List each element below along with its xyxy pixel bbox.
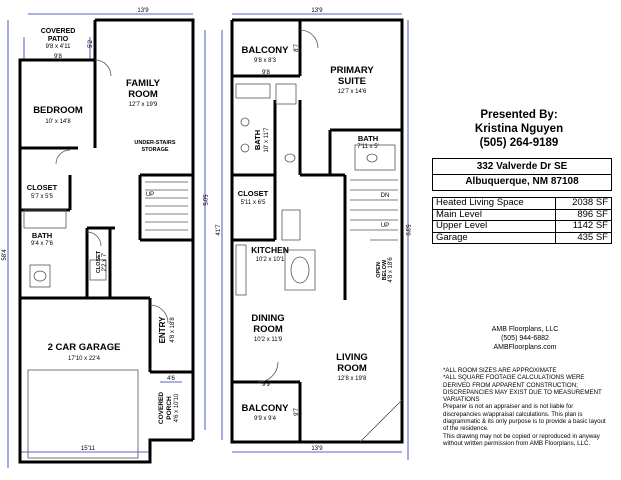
dims-bedroom: 10' x 14'8 xyxy=(45,119,71,125)
label-primary-suite-1: PRIMARY xyxy=(330,65,374,76)
area-row xyxy=(433,209,612,221)
company-phone: (505) 944-6882 xyxy=(501,335,549,342)
dim-lower-top: 13'9 xyxy=(137,8,149,14)
dims-dining: 10'2 x 11'9 xyxy=(253,337,283,343)
dim-lower-bottom: 15'11 xyxy=(80,446,96,452)
dim-lower-right-side: 50'5 xyxy=(201,194,207,206)
label-closet-upper: CLOSET xyxy=(237,189,269,198)
presented-by: Presented By: xyxy=(480,109,558,121)
area-row xyxy=(433,232,612,244)
area-value: 2038 SF xyxy=(556,198,612,210)
label-family-room-1: FAMILY xyxy=(126,78,160,89)
dim-lower-patio-width: 9'8 xyxy=(54,54,62,60)
dims-open-below: 4'8 x 18'6 xyxy=(388,257,394,283)
dims-closet-upper: 5'11 x 6'5 xyxy=(240,200,266,206)
dim-upper-balcony-w-top: 9'8 xyxy=(262,70,270,76)
label-kitchen: KITCHEN xyxy=(251,245,289,255)
label-bath: BATH xyxy=(31,231,53,240)
label-balcony-bottom: BALCONY xyxy=(241,403,289,414)
dims-entry: 4'8 x 18'8 xyxy=(170,317,176,343)
label-living-1: LIVING xyxy=(336,352,368,363)
company-name: AMB Floorplans, LLC xyxy=(491,326,559,333)
area-label: Heated Living Space xyxy=(433,198,556,210)
label-garage: 2 CAR GARAGE xyxy=(47,342,121,353)
dims-bath: 9'4 x 7'6 xyxy=(31,241,53,247)
address-line1: 332 Valverde Dr SE xyxy=(476,161,568,172)
dims-balcony-bottom: 9'9 x 9'4 xyxy=(254,416,276,422)
stair-dn-label: DN xyxy=(380,193,390,199)
dim-lower-porch-top: 4'6 xyxy=(167,376,175,382)
dims-balcony-top: 9'8 x 8'3 xyxy=(254,58,276,64)
area-label: Garage xyxy=(433,232,556,244)
dim-upper-left-side: 41'7 xyxy=(216,224,222,236)
area-label: Main Level xyxy=(433,209,556,221)
area-table xyxy=(432,197,612,244)
area-value: 1142 SF xyxy=(556,221,612,233)
info-panel xyxy=(424,108,614,244)
label-closet: CLOSET xyxy=(26,183,58,192)
label-bedroom: BEDROOM xyxy=(33,105,83,116)
label-bath-b: BATH xyxy=(357,134,379,143)
label-covered-patio-2: PATIO xyxy=(47,36,69,43)
area-row xyxy=(433,198,612,210)
company-site: AMBFloorplans.com xyxy=(493,344,557,351)
label-bath-a: BATH xyxy=(253,129,262,151)
dim-upper-top: 13'9 xyxy=(311,8,323,14)
dims-bath-b: 7'11 x 5' xyxy=(357,144,379,150)
area-row xyxy=(433,221,612,233)
area-value: 896 SF xyxy=(556,209,612,221)
label-primary-suite-2: SUITE xyxy=(338,76,366,87)
dim-upper-balcony-d-top: 8'7 xyxy=(294,44,300,52)
agent-phone: (505) 264-9189 xyxy=(479,137,559,149)
label-dining-1: DINING xyxy=(251,313,285,324)
label-covered-patio-1: COVERED xyxy=(40,28,76,35)
dims-covered-patio: 9'8 x 4'11 xyxy=(45,44,71,50)
dim-lower-patio-depth: 5'2 xyxy=(88,40,94,48)
dims-closet-small: 2'2 x 7' xyxy=(102,252,108,272)
dims-living: 12'8 x 19'8 xyxy=(337,376,367,382)
label-closet-small: CLOSET xyxy=(96,250,102,274)
upper-floor-fixtures xyxy=(236,30,402,442)
upper-floor-walls xyxy=(232,20,402,442)
label-balcony-top: BALCONY xyxy=(241,45,289,56)
stair-up-label-upper: UP xyxy=(380,223,390,229)
dims-garage: 17'10 x 22'4 xyxy=(68,356,100,362)
label-open-below-1: OPEN xyxy=(376,262,382,278)
dims-primary-suite: 12'7 x 14'6 xyxy=(337,89,367,95)
label-family-room-2: ROOM xyxy=(128,89,158,100)
dim-upper-balcony-w-bottom: 9'9 xyxy=(262,382,270,388)
dim-lower-left-side: 58'4 xyxy=(2,249,8,261)
dims-kitchen: 10'2 x 10'1 xyxy=(255,257,285,263)
label-living-2: ROOM xyxy=(337,363,367,374)
area-label: Upper Level xyxy=(433,221,556,233)
address-box xyxy=(432,158,612,191)
dim-upper-right-side: 53'9 xyxy=(404,224,410,236)
stair-up-label: UP xyxy=(145,192,155,198)
agent-name: Kristina Nguyen xyxy=(474,123,564,135)
dim-upper-balcony-d-bottom: 9'7 xyxy=(294,408,300,416)
dims-bath-a: 10' x 11'7 xyxy=(264,127,270,153)
label-entry: ENTRY xyxy=(158,316,167,344)
disclaimer-notes: *ALL ROOM SIZES ARE APPROXIMATE *ALL SQUARE FOOTAGE CALCULATIONS WERE DERIVED FROM APPARENT CONSTRUCTION; DISCREPANCIES MAY EXIST DUE TO MEASUREMENT VARIATIONS Preparer is not an appraiser and is not liable for discrepancies w/appraisal calculations. This plan is diagrammatic & its only purpose is to provide a basic layout of the residence. This drawing may not be copied or reproduced in anyway without written permission from AMB Floorplans, LLC. xyxy=(443,367,606,447)
label-covered-porch-2: PORCH xyxy=(166,396,173,420)
label-open-below-2: BELOW xyxy=(382,259,388,281)
address-line2: Albuquerque, NM 87108 xyxy=(433,174,611,189)
label-under-stairs-1: UNDER-STAIRS xyxy=(134,140,176,146)
label-covered-porch-1: COVERED xyxy=(158,391,165,425)
company-block xyxy=(470,325,580,352)
dims-covered-porch: 4'6 x 10'10 xyxy=(174,393,180,423)
dim-upper-bottom: 13'9 xyxy=(311,446,323,452)
presented-block xyxy=(424,108,614,150)
label-under-stairs-2: STORAGE xyxy=(141,147,169,153)
dims-family-room: 12'7 x 19'9 xyxy=(128,102,158,108)
dims-closet: 5'7 x 5'5 xyxy=(31,194,53,200)
area-value: 435 SF xyxy=(556,232,612,244)
label-dining-2: ROOM xyxy=(253,324,283,335)
